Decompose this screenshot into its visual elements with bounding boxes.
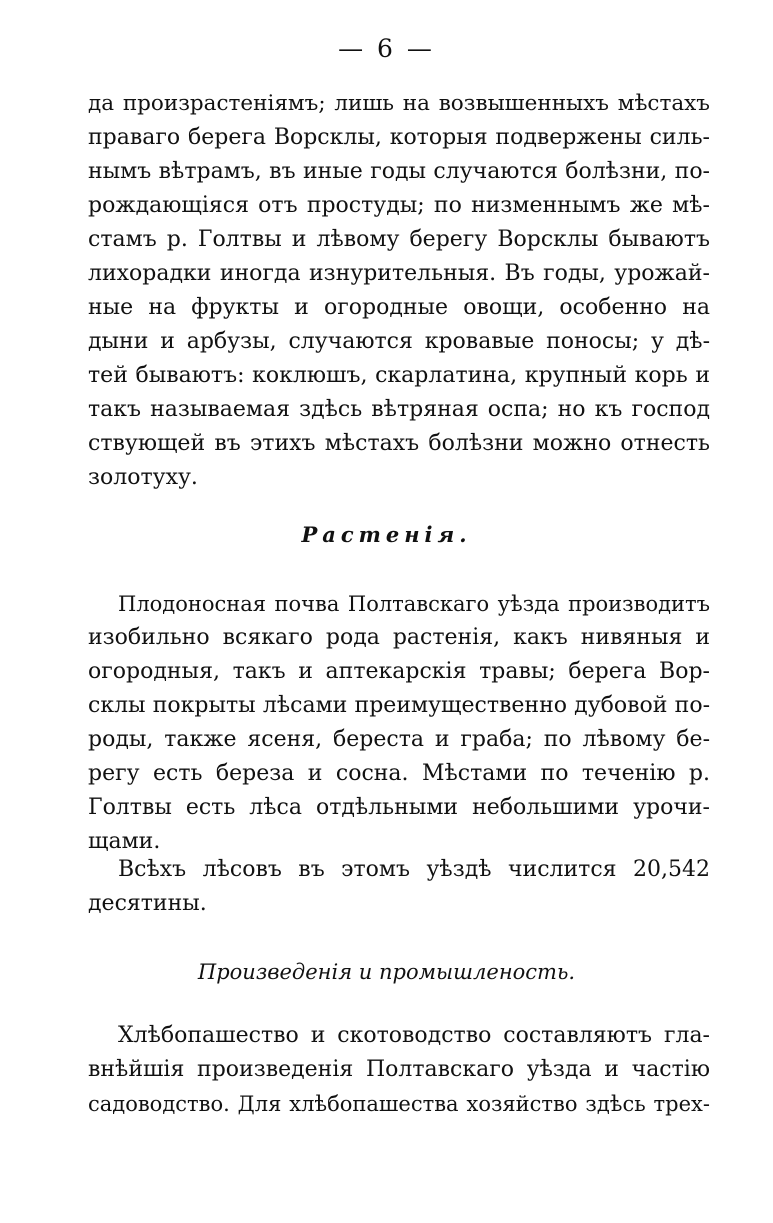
text-line: регу есть береза и сосна. Мѣстами по теченію р. — [88, 761, 710, 786]
text-line: золотуху. — [88, 465, 198, 490]
text-line: десятины. — [88, 891, 207, 916]
text-line: Всѣхъ лѣсовъ въ этомъ уѣздѣ числится 20,542 — [118, 857, 710, 882]
text-line: такъ называемая здѣсь вѣтряная оспа; но къ господ — [88, 397, 710, 422]
text-line: лихорадки иногда изнурительныя. Въ годы, урожай- — [88, 261, 710, 286]
section-heading-plants: Растенія. — [301, 522, 472, 547]
text-line: склы покрыты лѣсами преимущественно дубовой по- — [88, 693, 710, 718]
text-line: рождающіяся отъ простуды; по низменнымъ же мѣ- — [88, 193, 710, 218]
section-heading-production: Произведенія и промышленость. — [197, 960, 576, 984]
text-line: тей бываютъ: коклюшъ, скарлатина, крупный корь и — [88, 363, 710, 388]
text-line: дыни и арбузы, случаются кровавые поносы; у дѣ- — [88, 329, 710, 354]
text-line: Голтвы есть лѣса отдѣльными небольшими урочи- — [88, 795, 710, 820]
text-line: праваго берега Ворсклы, которыя подвержены силь- — [88, 125, 710, 150]
text-line: изобильно всякаго рода растенія, какъ нивяныя и — [88, 625, 710, 650]
text-line: садоводство. Для хлѣбопашества хозяйство здѣсь трех- — [88, 1092, 710, 1116]
text-line: стамъ р. Голтвы и лѣвому берегу Ворсклы бываютъ — [88, 227, 710, 252]
text-line: внѣйшія произведенія Полтавскаго уѣзда и частію — [88, 1057, 710, 1082]
text-line: огородныя, такъ и аптекарскія травы; берега Вор- — [88, 659, 710, 684]
text-line: ствующей въ этихъ мѣстахъ болѣзни можно отнесть — [88, 431, 710, 456]
text-line: роды, также ясеня, береста и граба; по лѣвому бе- — [88, 727, 710, 752]
page-number: — 6 — — [338, 34, 435, 63]
text-line: ные на фрукты и огородные овощи, особенно на — [88, 295, 710, 320]
text-line: Хлѣбопашество и скотоводство составляютъ гла- — [118, 1023, 710, 1048]
text-line: Плодоносная почва Полтавскаго уѣзда производитъ — [118, 592, 710, 616]
text-line: да произрастеніямъ; лишь на возвышенныхъ мѣстахъ — [88, 91, 710, 116]
text-line: нымъ вѣтрамъ, въ иные годы случаются болѣзни, по- — [88, 159, 710, 184]
text-line: щами. — [88, 829, 161, 854]
